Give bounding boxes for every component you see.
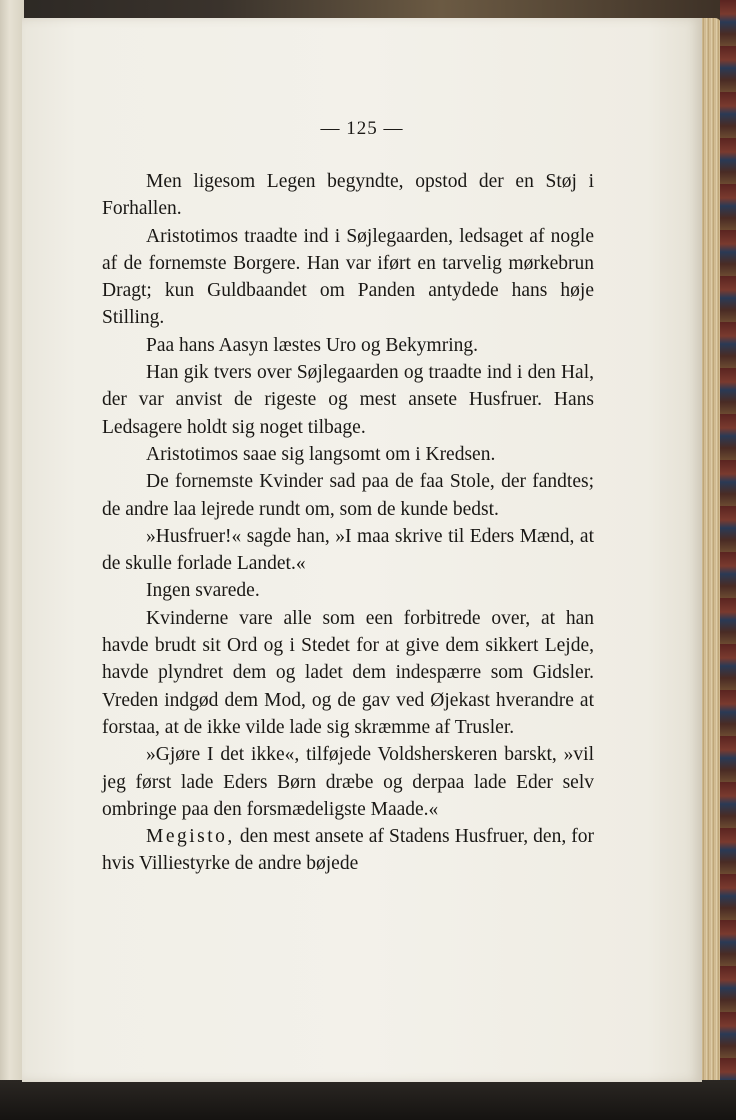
book-cover-edge-bottom: [0, 1080, 736, 1120]
book-cover-edge-top: [0, 0, 736, 20]
body-text: [102, 168, 594, 878]
page-number: — 125 —: [320, 118, 404, 139]
binding-edge: [0, 0, 24, 1120]
paragraph-2: Aristotimos traadte ind i Søjlegaarden, ledsaget af nogle af de fornemste Borgere. Han var iført en tarvelig mørkebrun Dragt; kun Guldbaandet om Panden antydede hans høje Stilling.: [102, 225, 594, 329]
paragraph-9: Kvinderne vare alle som een forbitrede over, at han havde brudt sit Ord og i Stedet for at give dem sikkert Lejde, havde plyndret dem og ladet dem indespærre som Gidsler. Vreden indgød dem Mod, og de gav ved Øjekast hverandre at forstaa, at de ikke vilde lade sig skræmme af Trusler.: [102, 607, 594, 738]
paragraph-11: [102, 823, 594, 878]
book-cover-edge-right: [720, 0, 736, 1120]
spaced-name: Megisto,: [146, 826, 235, 848]
paragraph-11-rest: den mest ansete af Stadens Husfruer, den, for hvis Villiestyrke de andre bøjede: [102, 826, 594, 875]
paragraph-7: »Husfruer!« sagde han, »I maa skrive til Eders Mænd, at de skulle forlade Landet.«: [102, 525, 594, 575]
paragraph-4: Han gik tvers over Søjlegaarden og traadte ind i den Hal, der var anvist de rigeste og mest ansete Husfruer. Hans Ledsagere holdt sig noget tilbage.: [102, 362, 594, 438]
paragraph-6: De fornemste Kvinder sad paa de faa Stole, der fandtes; de andre laa lejrede rundt om, som de kunde bedst.: [102, 471, 594, 520]
paragraph-1: Men ligesom Legen begyndte, opstod der en Støj i Forhallen.: [102, 171, 594, 220]
book-page: [22, 18, 702, 1082]
paragraph-10: »Gjøre I det ikke«, tilføjede Voldsherskeren barskt, »vil jeg først lade Eders Børn dræbe og derpaa lade Eder selv ombringe paa den forsmædeligste Maade.«: [102, 744, 594, 820]
paragraph-3: Paa hans Aasyn læstes Uro og Bekymring.: [146, 334, 479, 356]
paragraph-8: Ingen svarede.: [146, 580, 260, 602]
paragraph-5: Aristotimos saae sig langsomt om i Kredsen.: [146, 443, 496, 465]
